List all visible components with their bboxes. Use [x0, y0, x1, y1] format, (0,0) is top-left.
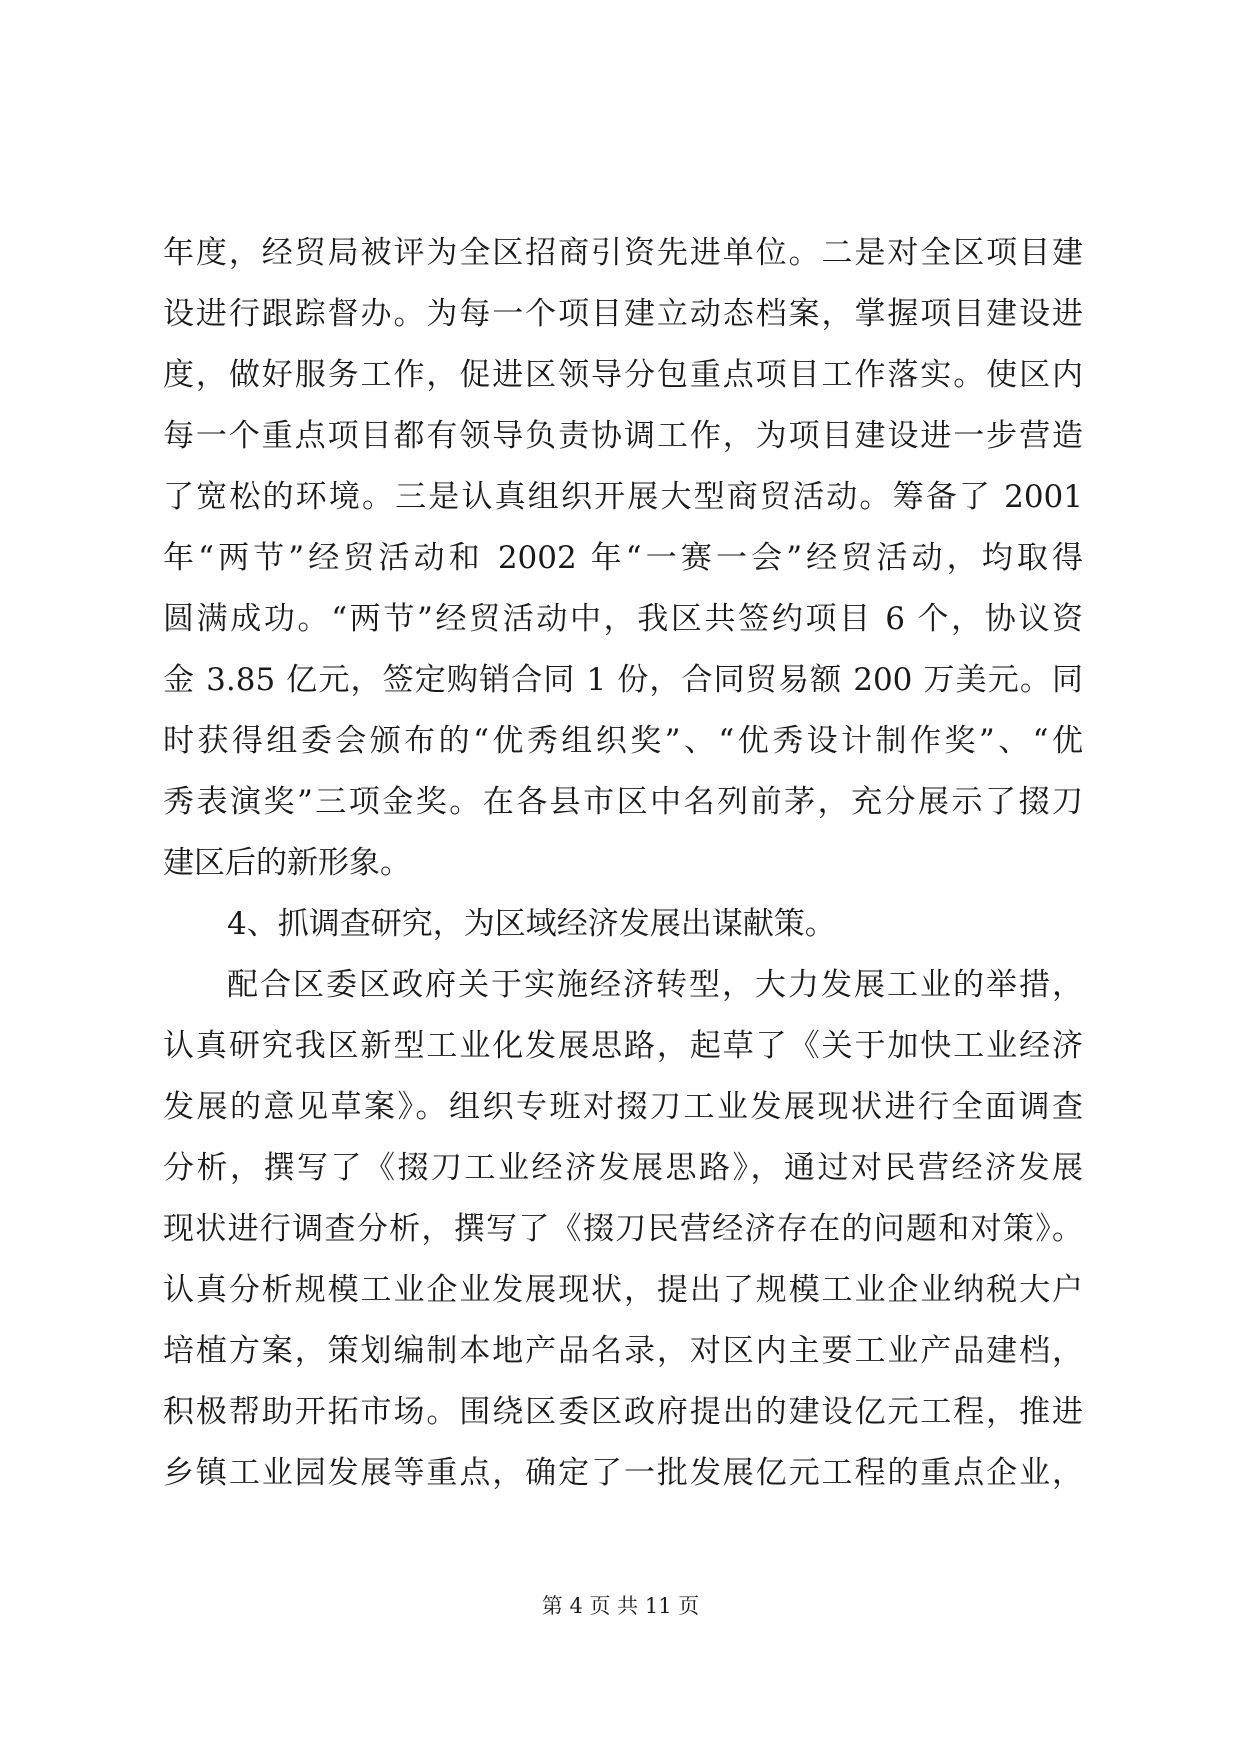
text-line: 建区后的新形象。	[163, 845, 411, 881]
text-line: 认真分析规模工业企业发展现状，提出了规模工业企业纳税大户	[163, 1272, 1083, 1308]
text-line: 年“两节”经贸活动和 2002 年“一赛一会”经贸活动，均取得	[163, 540, 1083, 576]
text-line: 圆满成功。“两节”经贸活动中，我区共签约项目 6 个，协议资	[163, 601, 1083, 637]
text-line: 秀表演奖”三项金奖。在各县市区中名列前茅，充分展示了掇刀	[163, 784, 1083, 820]
page-footer: 第 4 页 共 11 页	[541, 1594, 700, 1618]
text-line: 分析，撰写了《掇刀工业经济发展思路》，通过对民营经济发展	[163, 1150, 1083, 1186]
document-body	[163, 223, 1083, 1504]
text-line: 年度，经贸局被评为全区招商引资先进单位。二是对全区项目建	[163, 235, 1083, 271]
text-line: 积极帮助开拓市场。围绕区委区政府提出的建设亿元工程，推进	[163, 1394, 1083, 1430]
text-line: 现状进行调查分析，撰写了《掇刀民营经济存在的问题和对策》。	[163, 1211, 1083, 1247]
text-line: 设进行跟踪督办。为每一个项目建立动态档案，掌握项目建设进	[163, 296, 1083, 332]
text-line: 培植方案，策划编制本地产品名录，对区内主要工业产品建档，	[163, 1333, 1083, 1369]
text-line: 认真研究我区新型工业化发展思路，起草了《关于加快工业经济	[163, 1028, 1083, 1064]
text-line: 度，做好服务工作，促进区领导分包重点项目工作落实。使区内	[163, 357, 1083, 393]
text-line: 配合区委区政府关于实施经济转型，大力发展工业的举措，	[227, 967, 1083, 1003]
text-line: 乡镇工业园发展等重点，确定了一批发展亿元工程的重点企业，	[163, 1455, 1083, 1491]
text-line: 时获得组委会颁布的“优秀组织奖”、“优秀设计制作奖”、“优	[163, 723, 1083, 759]
text-line: 金 3.85 亿元，签定购销合同 1 份，合同贸易额 200 万美元。同	[163, 662, 1083, 698]
text-line: 发展的意见草案》。组织专班对掇刀工业发展现状进行全面调查	[163, 1089, 1083, 1125]
text-line: 4、抓调查研究，为区域经济发展出谋献策。	[227, 906, 836, 942]
text-line: 了宽松的环境。三是认真组织开展大型商贸活动。筹备了 2001	[163, 479, 1083, 515]
text-line: 每一个重点项目都有领导负责协调工作，为项目建设进一步营造	[163, 418, 1083, 454]
